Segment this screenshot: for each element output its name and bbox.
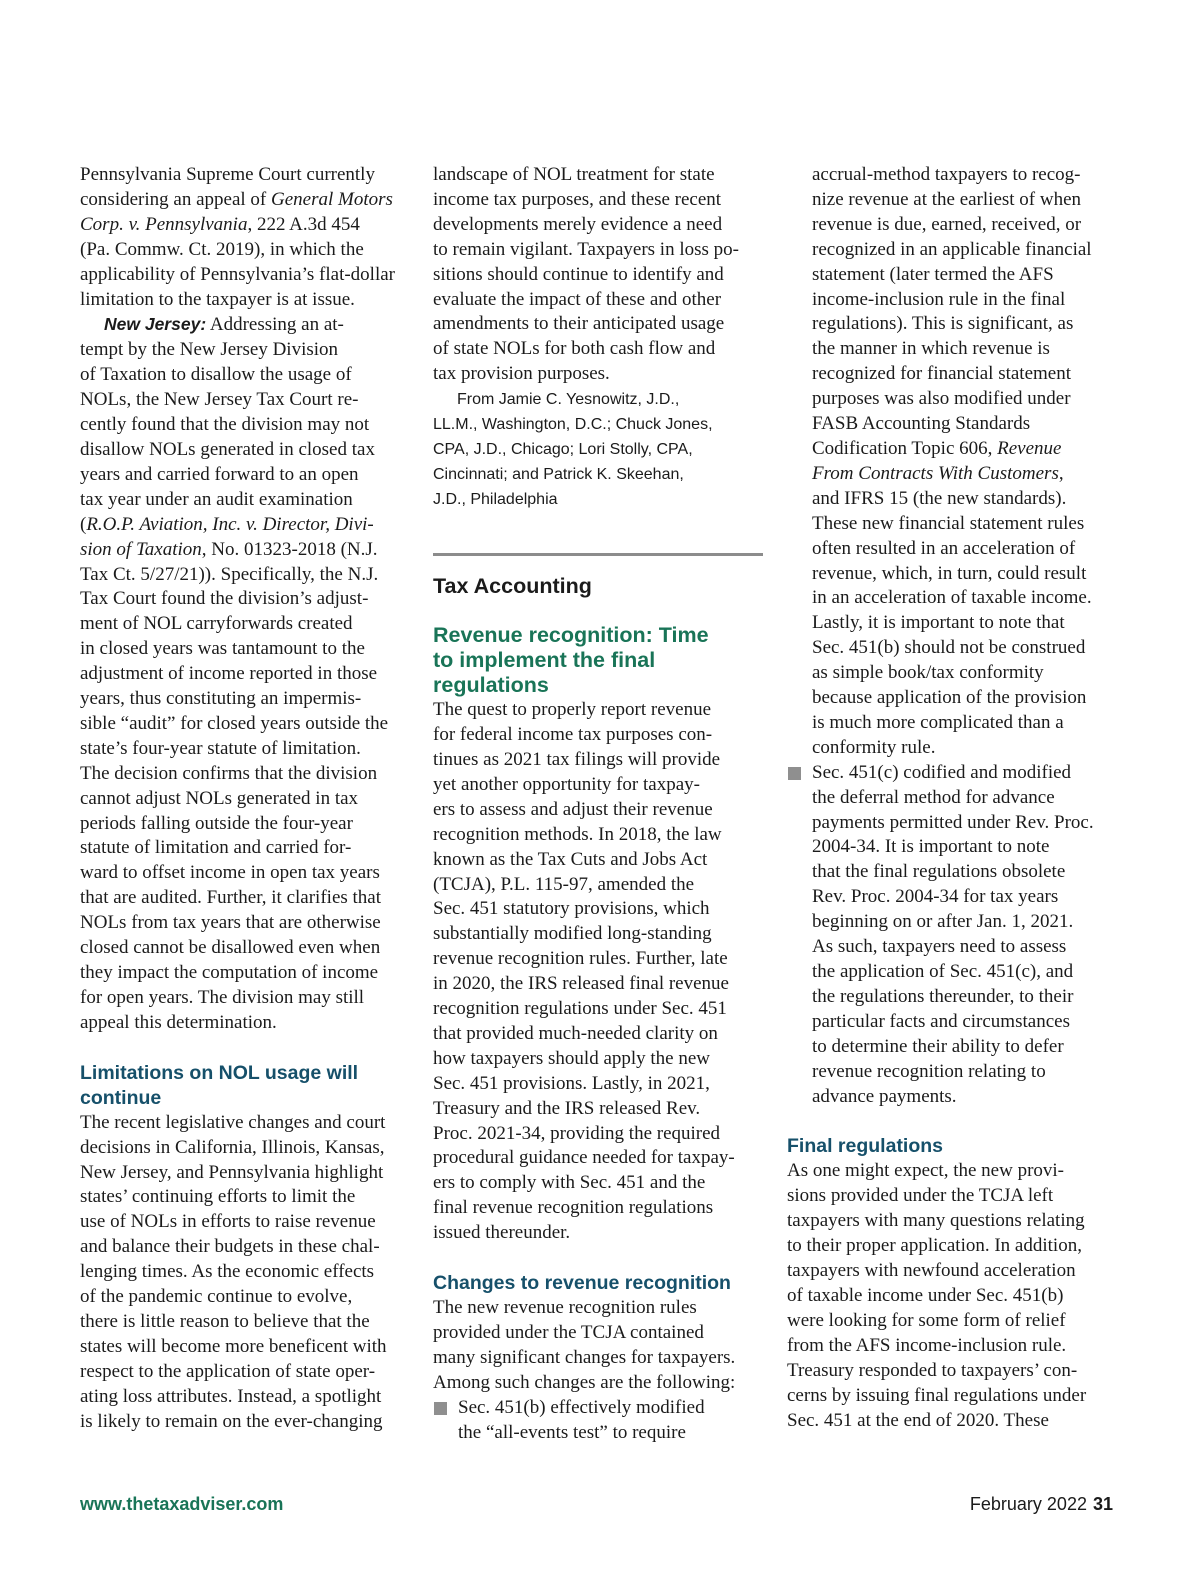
author-byline (433, 387, 763, 512)
text-line: income tax purposes, and these recent (433, 188, 722, 210)
text-line: The decision confirms that the division (80, 762, 378, 784)
text-line: The quest to properly report revenue (433, 699, 712, 721)
spacer (787, 1109, 1119, 1134)
text-line: recognized in an applicable financial (812, 238, 1092, 260)
text-line: periods falling outside the four-year (80, 812, 353, 834)
text-line: taxpayers with newfound acceleration (787, 1260, 1076, 1282)
text-line: The new revenue recognition rules (433, 1297, 697, 1319)
text-run: , No. 01323-2018 (N.J. (201, 538, 378, 560)
text-line: tax year under an audit examination (80, 488, 353, 510)
text-line: Treasury responded to taxpayers’ con- (787, 1359, 1078, 1381)
text-line: issued thereunder. (433, 1222, 571, 1244)
text-line: As such, taxpayers need to assess (812, 936, 1067, 958)
case-citation: sion of Taxation (80, 538, 202, 560)
byline-line: Cincinnati; and Patrick K. Skeehan, (433, 466, 684, 484)
text-line: use of NOLs in efforts to raise revenue (80, 1211, 376, 1233)
text-line: state’s four-year statute of limitation. (80, 737, 361, 759)
text-line: accrual-method taxpayers to recog- (812, 164, 1081, 185)
text-line: 2004-34. It is important to note (812, 836, 1050, 858)
text-line: the application of Sec. 451(c), and (812, 961, 1074, 982)
heading-line: continue (80, 1086, 162, 1109)
text-line: substantially modified long-standing (433, 923, 712, 945)
text-line: lenging times. As the economic effects (80, 1261, 375, 1283)
text-line: purposes was also modified under (812, 388, 1071, 410)
text-line: that provided much-needed clarity on (433, 1022, 718, 1044)
text-line: of the pandemic continue to evolve, (80, 1286, 353, 1308)
text-line: for federal income tax purposes con- (433, 724, 713, 746)
text-line (80, 513, 412, 538)
heading-final-regulations: Final regulations (787, 1135, 944, 1158)
bullet-continuation (787, 163, 1119, 761)
text-line: applicability of Pennsylvania’s flat-dollar (80, 263, 396, 285)
column-middle (433, 163, 763, 1446)
paragraph-quest (433, 698, 763, 1246)
footer-website-link[interactable]: www.thetaxadviser.com (80, 1494, 284, 1514)
text-line: ers to assess and adjust their revenue (433, 798, 713, 820)
text-line: FASB Accounting Standards (812, 413, 1031, 435)
text-line: As one might expect, the new provi- (787, 1160, 1065, 1182)
spacer (80, 1036, 412, 1061)
text-line: evaluate the impact of these and other (433, 288, 722, 310)
text-line: tinues as 2021 tax filings will provide (433, 748, 721, 770)
text-line: decisions in California, Illinois, Kansas, (80, 1136, 385, 1158)
paragraph-new-rules (433, 1296, 763, 1396)
text-line: to their proper application. In addition, (787, 1235, 1082, 1257)
case-citation: General Motors (270, 188, 393, 210)
text-line: Pennsylvania Supreme Court currently (80, 164, 375, 185)
text-line: because application of the provision (812, 687, 1087, 709)
square-bullet-icon (434, 1402, 447, 1415)
bullet-item-sec-451b (433, 1396, 763, 1446)
byline-line: CPA, J.D., Chicago; Lori Stolly, CPA, (433, 441, 693, 459)
text-line (80, 213, 412, 238)
text-line: beginning on or after Jan. 1, 2021. (812, 911, 1074, 933)
text-line (80, 538, 412, 563)
text-line: disallow NOLs generated in closed tax (80, 438, 375, 460)
text-line: from the AFS income-inclusion rule. (787, 1334, 1067, 1356)
byline-line: From Jamie C. Yesnowitz, J.D., (457, 391, 680, 409)
text-line: sitions should continue to identify and (433, 263, 724, 285)
text-line: amendments to their anticipated usage (433, 313, 725, 335)
text-line: advance payments. (812, 1085, 957, 1107)
text-line (812, 462, 1119, 487)
text-line: that the final regulations obsolete (812, 861, 1066, 883)
text-line: known as the Tax Cuts and Jobs Act (433, 848, 708, 870)
spacer (433, 599, 763, 623)
case-citation: Corp. v. Pennsylvania (80, 213, 248, 235)
text-line: sible “audit” for closed years outside the (80, 712, 389, 734)
text-line: were looking for some form of relief (787, 1309, 1066, 1331)
footer-folio (970, 1494, 1113, 1515)
text-line: of taxable income under Sec. 451(b) (787, 1284, 1064, 1306)
bullet-item-sec-451c (787, 761, 1119, 1110)
text-line: the regulations thereunder, to their (812, 985, 1074, 1007)
text-line: Treasury and the IRS released Rev. (433, 1097, 701, 1119)
text-line: sions provided under the TCJA left (787, 1185, 1054, 1207)
text-run: Addressing an at- (206, 314, 344, 336)
text-line: ating loss attributes. Instead, a spotlight (80, 1385, 382, 1407)
text-line: ment of NOL carryforwards created (80, 613, 353, 635)
text-line: income-inclusion rule in the final (812, 288, 1066, 310)
heading-limitations (80, 1061, 412, 1111)
text-line: tax provision purposes. (433, 363, 610, 385)
text-line: appeal this determination. (80, 1011, 277, 1033)
text-line: Rev. Proc. 2004-34 for tax years (812, 886, 1059, 908)
standard-title: Revenue (997, 437, 1062, 459)
text-line: payments permitted under Rev. Proc. (812, 811, 1094, 833)
text-line: ers to comply with Sec. 451 and the (433, 1172, 706, 1194)
column-right (787, 163, 1119, 1433)
text-line: for open years. The division may still (80, 986, 365, 1008)
text-line: states will become more beneficent with (80, 1335, 387, 1357)
text-line: Among such changes are the following: (433, 1371, 736, 1393)
heading-changes: Changes to revenue recognition (433, 1272, 731, 1295)
heading-line: Limitations on NOL usage will (80, 1061, 359, 1084)
byline-line: J.D., Philadelphia (433, 491, 558, 509)
text-line: respect to the application of state oper- (80, 1360, 376, 1382)
byline-line: LL.M., Washington, D.C.; Chuck Jones, (433, 416, 713, 434)
text-line: revenue recognition relating to (812, 1060, 1046, 1082)
text-line: Sec. 451(c) codified and modified (812, 761, 1072, 783)
text-line: cerns by issuing final regulations under (787, 1384, 1087, 1406)
paragraph-landscape (433, 163, 763, 387)
text-line: NOLs, the New Jersey Tax Court re- (80, 389, 359, 411)
text-line: (Pa. Commw. Ct. 2019), in which the (80, 238, 364, 260)
text-line: Tax Court found the division’s adjust- (80, 588, 369, 610)
page-number: 31 (1092, 1494, 1113, 1514)
text-line: recognition regulations under Sec. 451 (433, 998, 727, 1020)
text-line: states’ continuing efforts to limit the (80, 1186, 356, 1208)
column-left (80, 163, 412, 1435)
text-line: procedural guidance needed for taxpay- (433, 1147, 735, 1169)
paragraph-final-regulations (787, 1159, 1119, 1433)
text-line: Sec. 451(b) should not be construed (812, 637, 1086, 659)
bullet-text (812, 163, 1119, 761)
title-line: regulations (433, 673, 549, 698)
text-line: of state NOLs for both cash flow and (433, 338, 716, 360)
text-run: Codification Topic 606, (812, 437, 998, 459)
text-line: is much more complicated than a (812, 711, 1064, 733)
text-line: cently found that the division may not (80, 414, 370, 436)
text-line: years and carried forward to an open (80, 463, 359, 485)
text-line: The recent legislative changes and court (80, 1111, 386, 1133)
text-line: landscape of NOL treatment for state (433, 164, 715, 185)
text-line: Sec. 451 at the end of 2020. These (787, 1409, 1049, 1431)
text-line: how taxpayers should apply the new (433, 1047, 711, 1069)
text-line: many significant changes for taxpayers. (433, 1346, 736, 1368)
title-line: to implement the final (433, 648, 656, 673)
text-line (80, 312, 412, 338)
spacer (433, 1246, 763, 1271)
text-line: limitation to the taxpayer is at issue. (80, 288, 355, 310)
text-line: nize revenue at the earliest of when (812, 188, 1082, 210)
text-line: cannot adjust NOLs generated in tax (80, 787, 359, 809)
text-line: Tax Ct. 5/27/21)). Specifically, the N.J. (80, 563, 379, 585)
text-line: recognition methods. In 2018, the law (433, 823, 722, 845)
section-divider (433, 553, 763, 556)
text-line: the “all-events test” to require (458, 1421, 686, 1443)
text-line: they impact the computation of income (80, 962, 379, 983)
text-line: that are audited. Further, it clarifies that (80, 887, 382, 909)
paragraph-limitations (80, 1111, 412, 1435)
text-line: recognized for financial statement (812, 363, 1072, 385)
bullet-text (812, 761, 1119, 1110)
text-line: Sec. 451 statutory provisions, which (433, 898, 710, 920)
paragraph-pennsylvania (80, 163, 412, 312)
text-line: (TCJA), P.L. 115-97, amended the (433, 873, 695, 895)
text-run: , (1058, 462, 1064, 484)
text-line: tempt by the New Jersey Division (80, 339, 339, 361)
text-line: adjustment of income reported in those (80, 663, 378, 685)
section-title: Tax Accounting (433, 574, 592, 599)
text-line: NOLs from tax years that are otherwise (80, 912, 381, 934)
text-line: taxpayers with many questions relating (787, 1210, 1085, 1232)
text-line: in 2020, the IRS released final revenue (433, 973, 729, 995)
text-line: statement (later termed the AFS (812, 263, 1054, 285)
text-line: statute of limitation and carried for- (80, 837, 352, 859)
case-citation: R.O.P. Aviation, Inc. v. Director, Divi- (86, 513, 374, 535)
text-line: there is little reason to believe that the (80, 1310, 370, 1332)
run-in-heading: New Jersey: (104, 314, 207, 335)
paragraph-new-jersey (80, 312, 412, 1035)
text-line: in closed years was tantamount to the (80, 638, 365, 660)
square-bullet-icon (788, 767, 801, 780)
text-line: of Taxation to disallow the usage of (80, 364, 352, 386)
standard-title: From Contracts With Customers (812, 462, 1059, 484)
text-line: is likely to remain on the ever-changing (80, 1410, 383, 1432)
text-line: closed cannot be disallowed even when (80, 937, 381, 959)
title-line: Revenue recognition: Time (433, 623, 709, 648)
text-line: Proc. 2021-34, providing the required (433, 1122, 721, 1144)
text-line: New Jersey, and Pennsylvania highlight (80, 1161, 384, 1183)
text-line: developments merely evidence a need (433, 213, 723, 235)
text-line: revenue recognition rules. Further, late (433, 948, 728, 970)
bullet-text (458, 1396, 763, 1446)
text-line: Lastly, it is important to note that (812, 612, 1065, 634)
text-line: revenue, which, in turn, could result (812, 562, 1087, 584)
text-run: considering an appeal of (80, 188, 271, 210)
text-line: conformity rule. (812, 736, 936, 758)
text-run: ( (80, 513, 87, 535)
text-line: final revenue recognition regulations (433, 1197, 714, 1219)
text-line: the manner in which revenue is (812, 338, 1050, 360)
text-line: particular facts and circumstances (812, 1010, 1070, 1032)
article-title (433, 623, 763, 698)
text-line: ward to offset income in open tax years (80, 862, 380, 884)
text-line: to remain vigilant. Taxpayers in loss po- (433, 238, 739, 260)
text-line: and IFRS 15 (the new standards). (812, 487, 1067, 509)
text-line: These new financial statement rules (812, 512, 1085, 534)
text-line (80, 188, 412, 213)
text-line: regulations). This is significant, as (812, 313, 1074, 335)
text-line (812, 437, 1119, 462)
text-line: in an acceleration of taxable income. (812, 587, 1092, 609)
text-line: to determine their ability to defer (812, 1035, 1064, 1057)
text-line: often resulted in an acceleration of (812, 537, 1076, 559)
text-line: as simple book/tax conformity (812, 662, 1044, 684)
text-run: , 222 A.3d 454 (247, 213, 360, 235)
issue-date: February 2022 (969, 1494, 1087, 1514)
text-line: Sec. 451(b) effectively modified (458, 1396, 705, 1418)
text-line: the deferral method for advance (812, 786, 1055, 808)
text-line: Sec. 451 provisions. Lastly, in 2021, (433, 1072, 710, 1094)
text-line: provided under the TCJA contained (433, 1322, 704, 1343)
text-line: yet another opportunity for taxpay- (433, 773, 700, 795)
text-line: revenue is due, earned, received, or (812, 213, 1082, 235)
text-line: and balance their budgets in these chal- (80, 1236, 380, 1258)
text-line: years, thus constituting an impermis- (80, 688, 362, 710)
